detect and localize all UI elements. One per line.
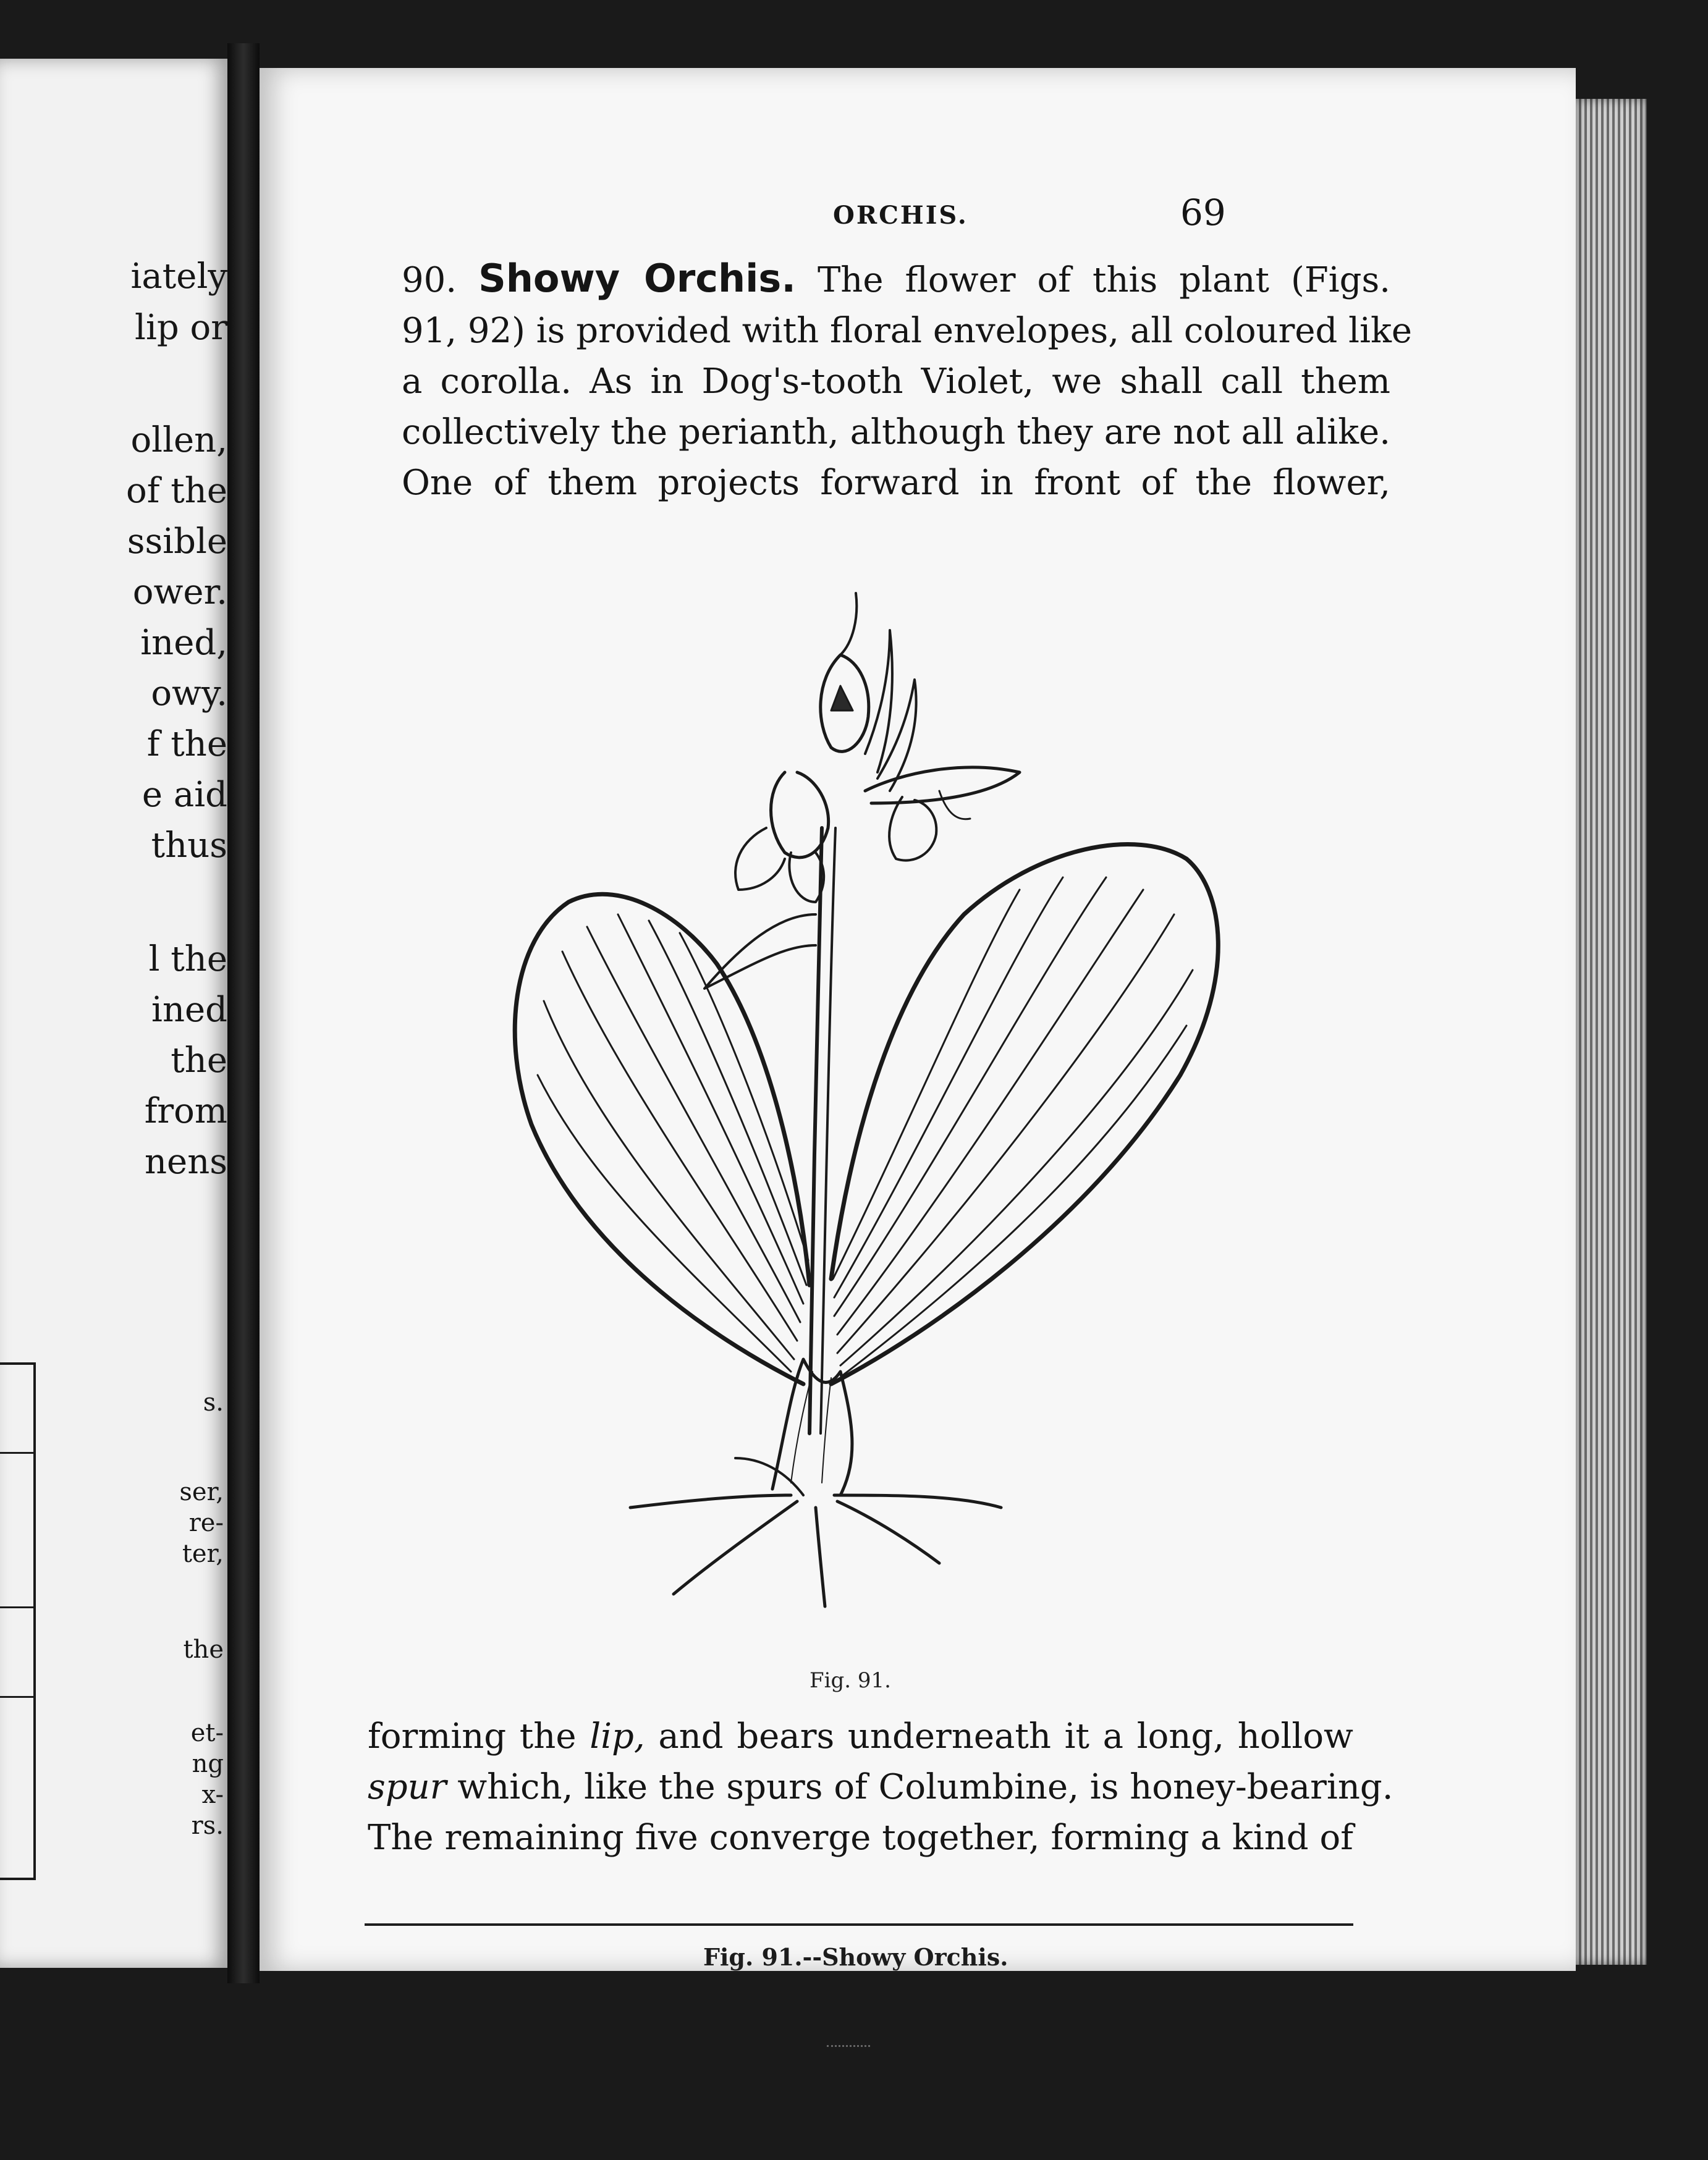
left-line: nens: [144, 1142, 227, 1182]
text-line: [368, 1762, 1393, 1813]
text-fragment: which, like the spurs of Columbine, is honey-bearing.: [457, 1767, 1393, 1807]
left-line: ower.: [132, 572, 227, 612]
text-fragment: and bears underneath it a long, hollow: [658, 1716, 1353, 1757]
paragraph-bottom: [368, 1711, 1393, 1863]
left-table-rule: [0, 1452, 33, 1454]
text-line: a corolla. As in Dog's-tooth Violet, we shall call them: [402, 361, 1390, 402]
left-line: owy.: [151, 673, 227, 714]
left-line: lip or: [135, 308, 227, 348]
left-line: ined: [151, 990, 227, 1030]
text-line: 91, 92) is provided with floral envelopes, all coloured like: [402, 311, 1413, 351]
left-line: the: [171, 1040, 227, 1081]
left-table-text: the: [183, 1635, 224, 1664]
left-line: f the: [146, 724, 227, 764]
section-heading: Showy Orchis.: [478, 256, 796, 301]
left-line: from: [144, 1091, 227, 1131]
term-spur: spur: [368, 1767, 447, 1807]
left-table-text: s.: [203, 1388, 224, 1417]
left-line: iately: [130, 256, 227, 297]
left-line: thus: [151, 825, 227, 866]
text-line: collectively the perianth, although they are not all alike.: [402, 412, 1390, 452]
left-table-text: re-: [188, 1509, 224, 1537]
term-lip: lip,: [590, 1716, 645, 1757]
page-edges: [1576, 99, 1647, 1965]
left-table-text: rs.: [191, 1812, 224, 1840]
left-line: of the: [126, 471, 227, 511]
page-number: 69: [1180, 192, 1226, 234]
footnote-rule: [365, 1923, 1353, 1926]
left-line: ollen,: [130, 420, 227, 460]
right-page: [260, 68, 1576, 1971]
left-page: [0, 59, 227, 1968]
left-table-box: [0, 1362, 36, 1880]
left-line: e aid: [142, 775, 227, 815]
text-line: One of them projects forward in front of the flower,: [402, 463, 1390, 503]
left-table-rule: [0, 1606, 33, 1608]
left-table-text: et-: [190, 1719, 224, 1747]
left-table-rule: [0, 1696, 33, 1698]
left-table-text: ter,: [182, 1540, 224, 1568]
left-table-text: ng: [192, 1750, 224, 1778]
orchis-illustration: [494, 568, 1273, 1668]
figure-label: Fig. 91.: [810, 1668, 891, 1693]
left-line: ssible: [127, 521, 227, 562]
figure-caption: Fig. 91.--Showy Orchis.: [703, 1943, 1008, 1971]
left-line: ined,: [140, 623, 227, 663]
text-fragment: forming the: [368, 1716, 577, 1757]
paragraph-top: [402, 253, 1413, 508]
book-spine: [227, 43, 260, 1983]
text-line: [368, 1711, 1353, 1762]
text-fragment: The flower of this plant (Figs.: [817, 260, 1390, 300]
left-line: l the: [148, 939, 227, 979]
footer-mark: [827, 2045, 870, 2047]
paragraph-number: 90.: [402, 260, 457, 300]
text-line: The remaining five converge together, forming a kind of: [368, 1818, 1353, 1858]
running-head: ORCHIS.: [833, 201, 968, 230]
left-table-text: x-: [201, 1781, 224, 1809]
left-table-text: ser,: [179, 1478, 224, 1506]
text-line: [402, 253, 1390, 306]
